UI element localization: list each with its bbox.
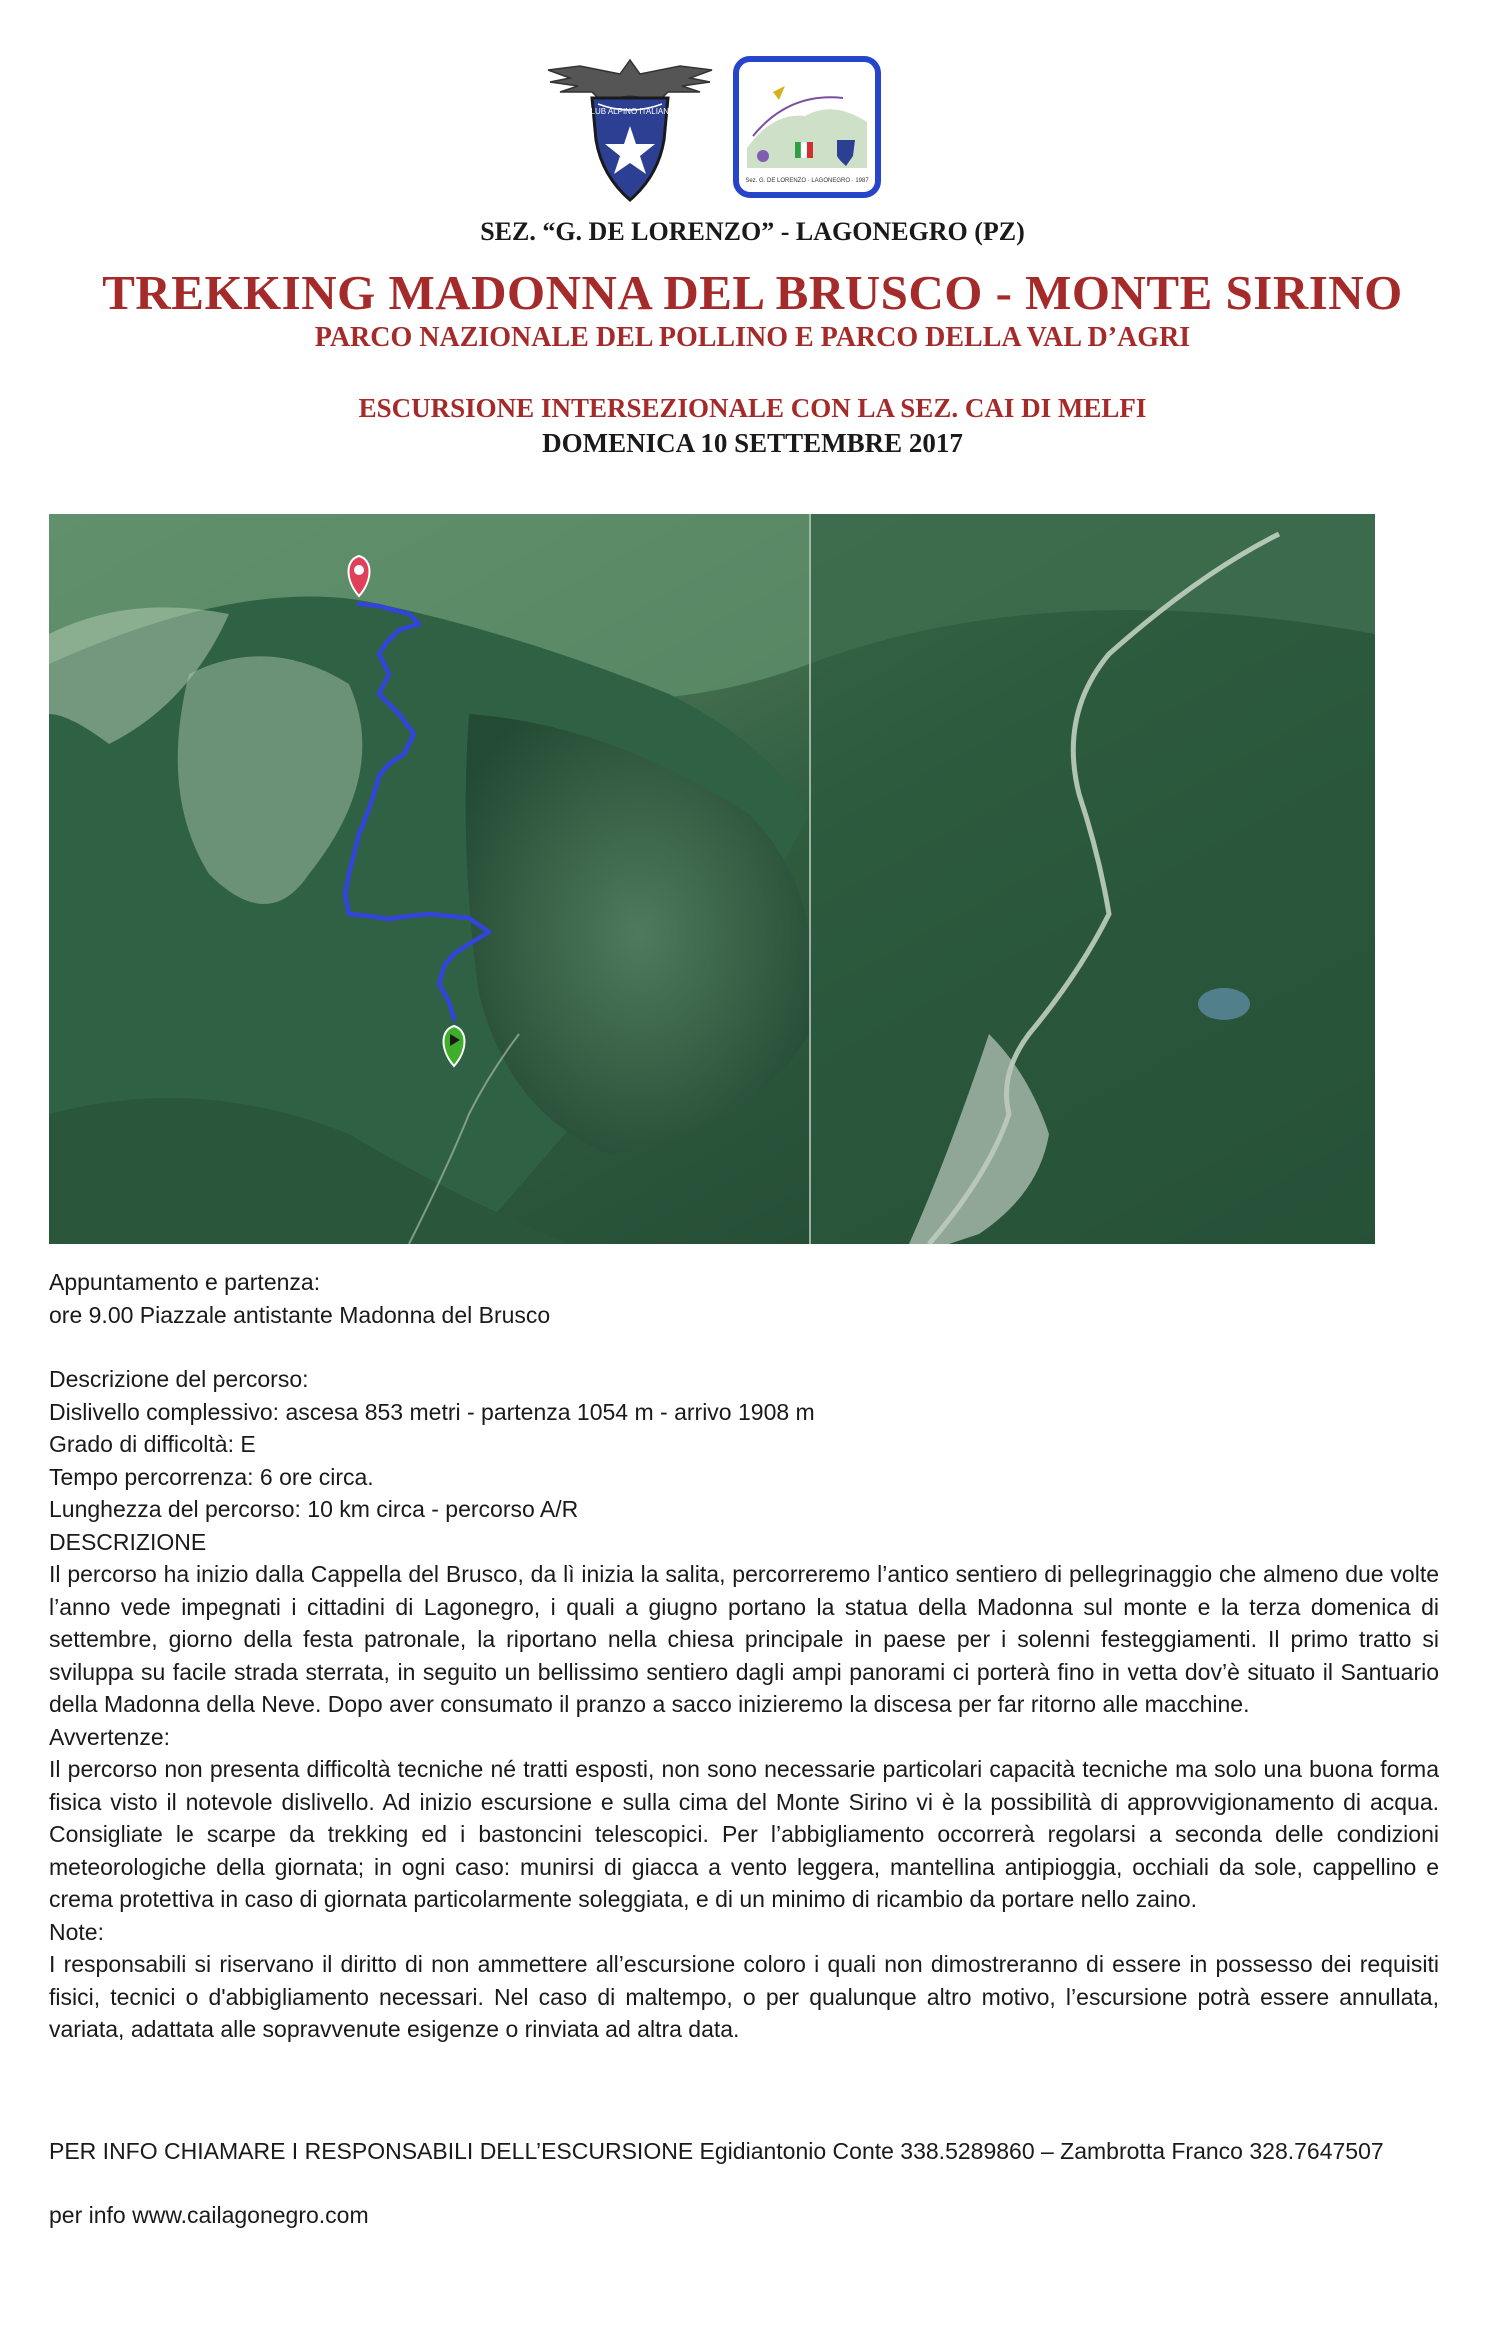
section-badge-logo xyxy=(733,56,881,198)
excursion-info: ESCURSIONE INTERSEZIONALE CON LA SEZ. CAI DI MELFI xyxy=(358,393,1147,423)
meeting-value: ore 9.00 Piazzale antistante Madonna del Brusco xyxy=(49,1301,551,1328)
website-link[interactable]: per info www.cailagonegro.com xyxy=(49,2202,369,2228)
difficulty-info: Grado di difficoltà: E xyxy=(49,1431,256,1457)
contact-info: PER INFO CHIAMARE I RESPONSABILI DELL’ESCURSIONE Egidiantonio Conte 338.5289860 – Zambrotta Franco 328.7647507 xyxy=(49,2138,1384,2164)
length-info: Lunghezza del percorso: 10 km circa - percorso A/R xyxy=(49,1496,579,1522)
section-name: SEZ. “G. DE LORENZO” - LAGONEGRO (PZ) xyxy=(480,217,1025,246)
route-map xyxy=(49,514,1375,1244)
time-info: Tempo percorrenza: 6 ore circa. xyxy=(49,1463,374,1490)
route-label: Descrizione del percorso: xyxy=(49,1366,309,1392)
excursion-details xyxy=(49,1266,1449,2046)
svg-text:Sez. G. DE LORENZO · LAGONEGRO: Sez. G. DE LORENZO · LAGONEGRO · 1987 xyxy=(745,178,869,184)
description-label: DESCRIZIONE xyxy=(49,1528,207,1555)
logos xyxy=(540,52,940,202)
event-date: DOMENICA 10 SETTEMBRE 2017 xyxy=(542,428,963,458)
page-subtitle: PARCO NAZIONALE DEL POLLINO E PARCO DELLA VAL D’AGRI xyxy=(314,322,1191,353)
description-text: Il percorso ha inizio dalla Cappella del Brusco, da lì inizia la salita, percorreremo l’antico sentiero di pellegrinaggio che almeno due volte l’anno vede impegnati i cittadini di Lagonegro, i quali a giugno portano la statua della Madonna sul monte e la terza domenica di settembre, giorno della festa patronale, la riportano nella chiesa principale in paese per i solenni festeggiamenti. Il primo tratto si sviluppa su facile strada sterrata, in seguito un bellissimo sentiero dagli ampi panorami ci porterà fino in vetta dov’è situato il Santuario della Madonna della Neve. Dopo aver consumato il pranzo a sacco inizieremo la discesa per far ritorno alle macchine. xyxy=(49,1561,1439,1717)
cai-eagle-logo xyxy=(540,52,720,202)
elevation-info: Dislivello complessivo: ascesa 853 metri - partenza 1054 m - arrivo 1908 m xyxy=(49,1398,815,1425)
page-title: TREKKING MADONNA DEL BRUSCO - MONTE SIRINO xyxy=(102,265,1403,320)
notes-text: I responsabili si riservano il diritto di non ammettere all’escursione coloro i quali non dimostreranno di essere in possesso dei requisiti fisici, tecnici o d'abbigliamento necessari. Nel caso di maltempo, o per qualunque altro motivo, l’escursione potrà essere annullata, variata, adattata alle sopravvenute esigenze o rinviata ad altra data. xyxy=(49,1951,1439,2042)
warnings-text: Il percorso non presenta difficoltà tecniche né tratti esposti, non sono necessarie particolari capacità tecniche ma solo una buona forma fisica visto il notevole dislivello. Ad inizio escursione e sulla cima del Monte Sirino vi è la possibilità di approvvigionamento di acqua. Consigliate le scarpe da trekking ed i bastoncini telescopici. Per l’abbigliamento occorrerà regolarsi a seconda delle condizioni meteorologiche della giornata; in ogni caso: munirsi di giacca a vento leggera, mantellina antipioggia, occhiali da sole, cappellino e crema protettiva in caso di giornata particolarmente soleggiata, e di un minimo di ricambio da portare nello zaino. xyxy=(49,1756,1439,1912)
svg-text:CLUB ALPINO ITALIANO: CLUB ALPINO ITALIANO xyxy=(584,107,676,116)
notes-label: Note: xyxy=(49,1918,104,1945)
warnings-label: Avvertenze: xyxy=(49,1723,171,1750)
meeting-label: Appuntamento e partenza: xyxy=(49,1269,321,1295)
